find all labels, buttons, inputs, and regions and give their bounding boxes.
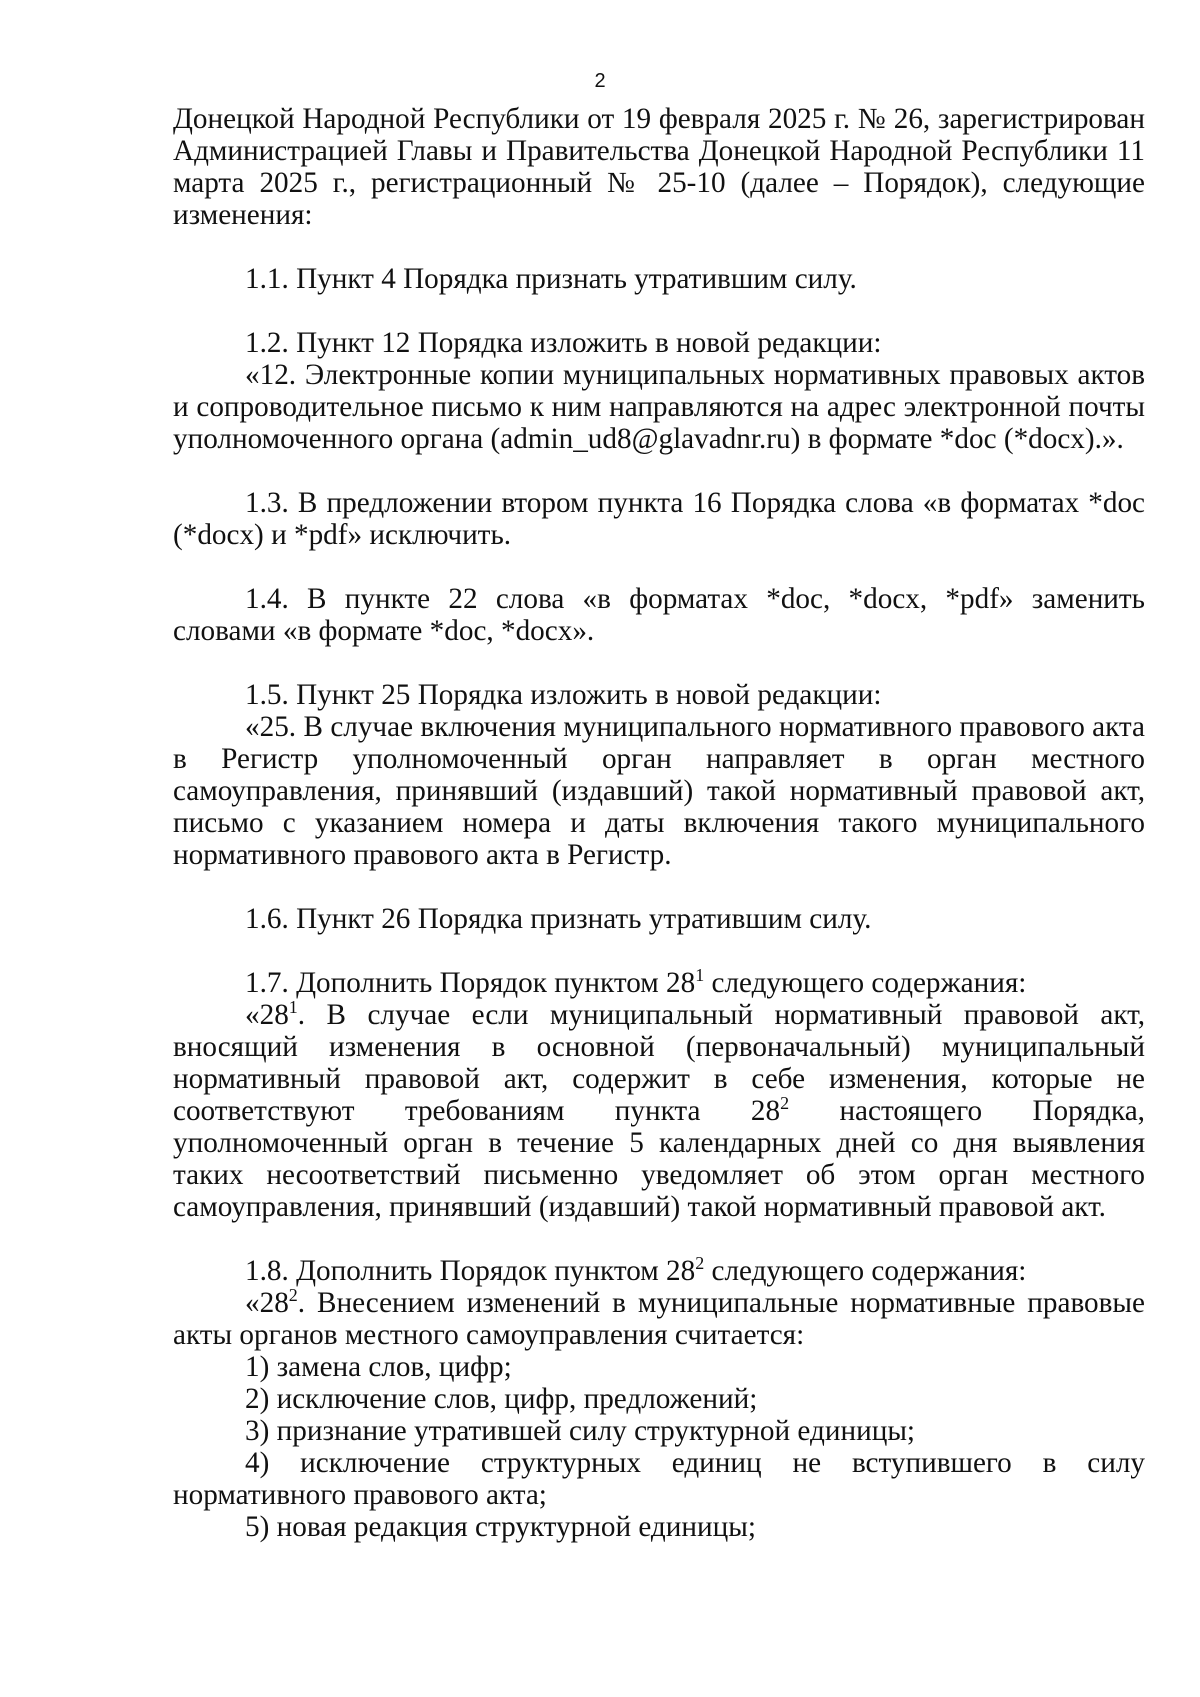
item-1-3: 1.3. В предложении втором пункта 16 Порядка слова «в форматах *doc (*docx) и *pdf» исключить. — [173, 487, 1145, 551]
document-body — [173, 103, 1145, 1543]
item-1-2: 1.2. Пункт 12 Порядка изложить в новой редакции: — [245, 327, 882, 359]
item-1-7-text-part2: настоящего Порядка, уполномоченный орган в течение 5 календарных дней со дня выявления таких несоответствий письменно уведомляет об этом орган местного самоуправления, принявший (издавший) такой нормативный правовой акт. — [173, 1095, 1145, 1223]
item-1-7-before: 1.7. Дополнить Порядок пунктом 28 — [245, 967, 696, 999]
list-item-2: 2) исключение слов, цифр, предложений; — [245, 1383, 758, 1415]
item-1-7-text-sup1: 1 — [288, 997, 298, 1017]
list-item-1: 1) замена слов, цифр; — [245, 1351, 512, 1383]
item-1-7 — [173, 967, 1145, 999]
page-number: 2 — [594, 70, 606, 92]
list-item-3: 3) признание утратившей силу структурной единицы; — [245, 1415, 916, 1447]
item-1-7-text-part1: . В случае если муниципальный нормативный правовой акт, вносящий изменения в основной (первоначальный) муниципальный нормативный правовой акт, содержит в себе изменения, которые не соответствуют требованиям пункта 28 — [173, 999, 1145, 1127]
item-1-7-text — [173, 999, 1145, 1223]
item-1-1: 1.1. Пункт 4 Порядка признать утратившим силу. — [245, 263, 857, 295]
item-1-8-before: 1.8. Дополнить Порядок пунктом 28 — [245, 1255, 696, 1287]
list-item-5: 5) новая редакция структурной единицы; — [245, 1511, 756, 1543]
item-1-8 — [173, 1255, 1145, 1287]
item-1-7-sup: 1 — [695, 965, 705, 985]
item-1-7-text-open: «28 — [245, 999, 289, 1031]
item-1-6: 1.6. Пункт 26 Порядка признать утратившим силу. — [245, 903, 872, 935]
item-1-7-after: следующего содержания: — [704, 967, 1027, 999]
item-1-8-after: следующего содержания: — [704, 1255, 1027, 1287]
item-1-8-text-sup: 2 — [288, 1285, 298, 1305]
item-1-7-text-sup2: 2 — [780, 1093, 790, 1113]
item-1-8-text-open: «28 — [245, 1287, 289, 1319]
item-1-5: 1.5. Пункт 25 Порядка изложить в новой редакции: — [245, 679, 882, 711]
item-1-5-text: «25. В случае включения муниципального нормативного правового акта в Регистр уполномоченный орган направляет в орган местного самоуправления, принявший (издавший) такой нормативный правовой акт, письмо с указанием номера и даты включения такого муниципального нормативного правового акта в Регистр. — [173, 711, 1145, 871]
item-1-2-text: «12. Электронные копии муниципальных нормативных правовых актов и сопроводительное письмо к ним направляются на адрес электронной почты уполномоченного органа (admin_ud8@glavadnr.ru) в формате *doc (*docx).». — [173, 359, 1145, 455]
item-1-4: 1.4. В пункте 22 слова «в форматах *doc, *docx, *pdf» заменить словами «в формате *doc, *docx». — [173, 583, 1145, 647]
item-1-8-text — [173, 1287, 1145, 1351]
item-1-8-sup: 2 — [695, 1253, 705, 1273]
item-1-8-text-rest: . Внесением изменений в муниципальные нормативные правовые акты органов местного самоуправления считается: — [173, 1287, 1145, 1351]
list-item-4: 4) исключение структурных единиц не вступившего в силу нормативного правового акта; — [173, 1447, 1145, 1511]
intro-paragraph: Донецкой Народной Республики от 19 февраля 2025 г. № 26, зарегистрирован Администрацией Главы и Правительства Донецкой Народной Республики 11 марта 2025 г., регистрационный № 25-10 (далее – Порядок), следующие изменения: — [173, 103, 1145, 231]
